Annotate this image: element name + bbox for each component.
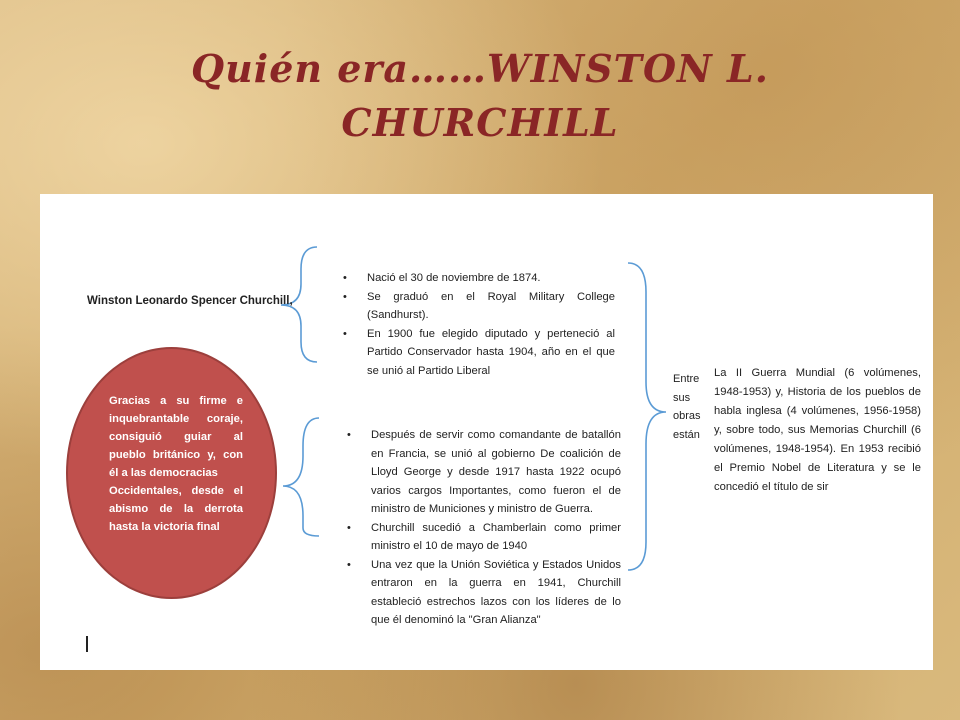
diagram-panel	[40, 194, 933, 670]
list-item: • Una vez que la Unión Soviética y Estados Unidos entraron en la guerra en 1941, Churchill estableció estrechos lazos con los líderes de lo que él denominó la "Gran Alianza"	[343, 556, 621, 630]
bio-list-1	[339, 269, 615, 380]
list-item: • Después de servir como comandante de batallón en Francia, se unió al gobierno De coalición de Lloyd George y desde 1917 hasta 1922 ocupó varios cargos Importantes, como fueron el de ministro de Municiones y ministro de Guerra.	[343, 426, 621, 519]
list-item: • Se graduó en el Royal Military College (Sandhurst).	[339, 288, 615, 325]
text-cursor	[86, 636, 88, 652]
circle-paragraph-1: Gracias a su firme e inquebrantable coraje, consiguió guiar al pueblo británico y, con él a las democracias	[109, 395, 243, 479]
list-item: • Churchill sucedió a Chamberlain como primer ministro el 10 de mayo de 1940	[343, 519, 621, 556]
obras-label: Entre sus obras están	[673, 373, 701, 441]
circle-text	[109, 392, 243, 536]
list-item: • Nació el 30 de noviembre de 1874.	[339, 269, 615, 288]
name-label: Winston Leonardo Spencer Churchill,	[87, 295, 293, 307]
list-item: • En 1900 fue elegido diputado y perteneció al Partido Conservador hasta 1904, año en el que se unió al Partido Liberal	[339, 325, 615, 381]
title-line-1: Quién era……WINSTON L.	[191, 46, 769, 91]
brace-right	[628, 263, 666, 570]
circle-paragraph-2: Occidentales, desde el abismo de la derrota hasta la victoria final	[109, 485, 243, 533]
obras-text: La II Guerra Mundial (6 volúmenes, 1948-1953) y, Historia de los pueblos de habla inglesa (4 volúmenes, 1956-1958) y, sobre todo, sus Memorias Churchill (6 volúmenes, 1948-1954). En 1953 recibió el Premio Nobel de Literatura y se le concedió el título de sir	[714, 367, 921, 493]
bio-list-2	[343, 426, 621, 630]
title-line-2: CHURCHILL	[341, 100, 619, 145]
slide-title	[0, 42, 960, 150]
brace-bottom-left	[283, 418, 319, 536]
